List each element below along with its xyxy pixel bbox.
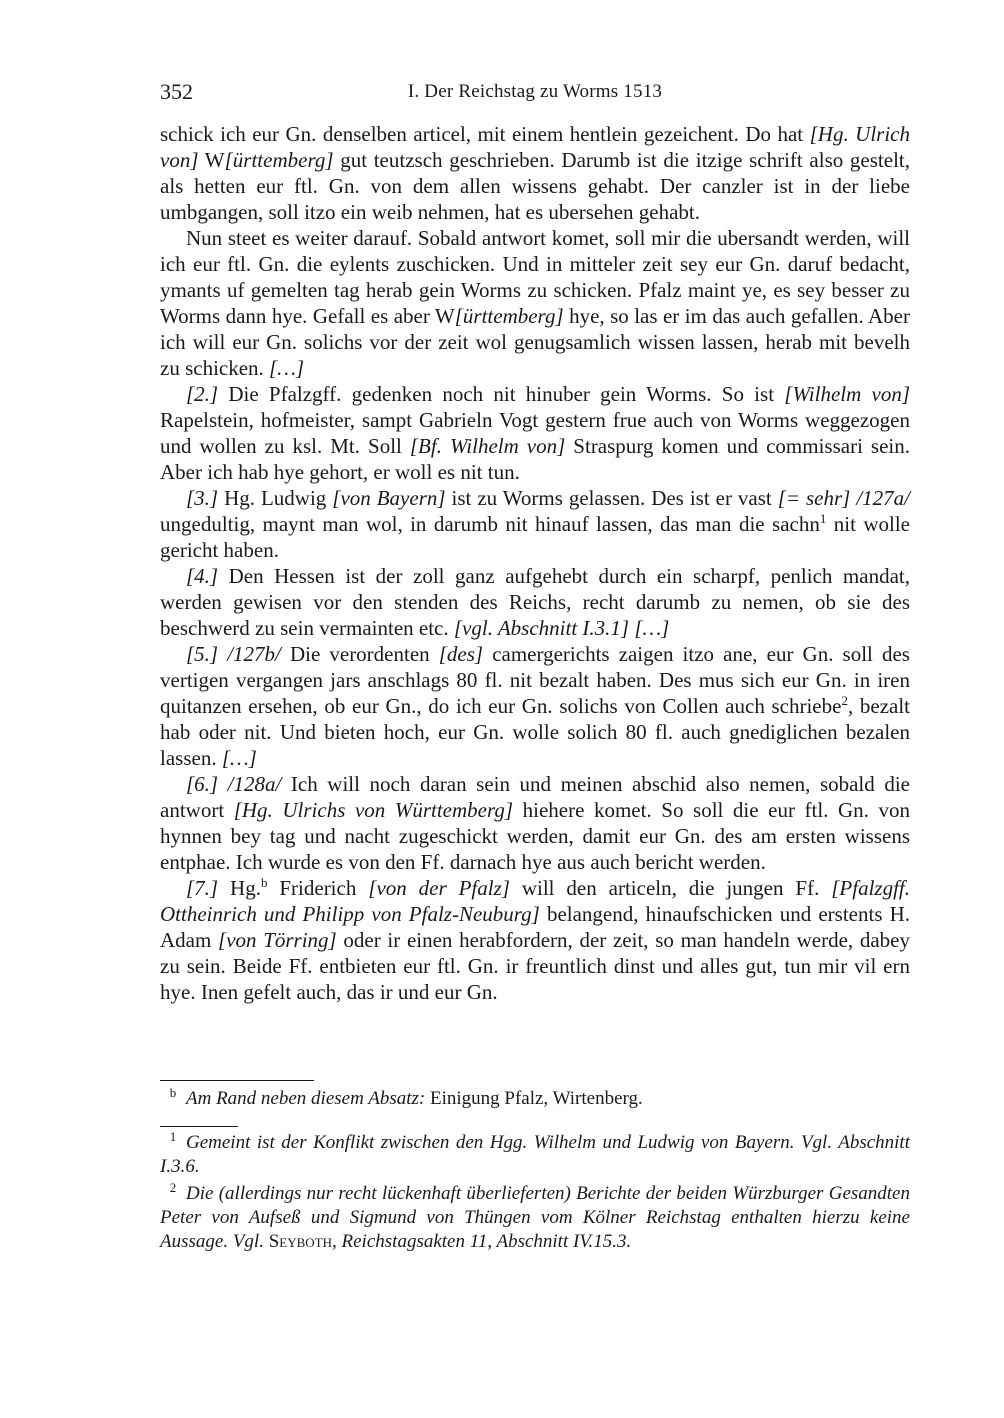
section-number: [5.] /127b/ bbox=[186, 642, 281, 666]
footnote-ref[interactable]: 1 bbox=[819, 511, 827, 526]
editorial-insertion: [ürttemberg] bbox=[224, 148, 334, 172]
section-number: [4.] bbox=[186, 564, 219, 588]
omission-mark: […] bbox=[221, 746, 257, 770]
text-span: Straspurg komen und commissari sein. Aber ich hab hye gehort, er woll es nit tun. bbox=[160, 434, 910, 484]
footnotes bbox=[160, 1128, 910, 1257]
page-header bbox=[160, 79, 910, 109]
text-span: , bezalt hab oder nit. Und bieten hoch, eur Gn. wolle solich 80 fl. auch gnediglichen bezalen lassen. bbox=[160, 694, 910, 770]
text-span: nit wolle gericht haben. bbox=[160, 512, 910, 562]
section-number: [6.] /128a/ bbox=[186, 772, 282, 796]
footnote-2: $^2$ Die (allerdings nur recht lückenhaft überlieferten) Berichte der beiden Würzburger Gesandten Peter von Aufseß und Sigmund von Thüngen vom Kölner Reichstag enthalten hierzu keine Aussage. Vgl. Seyboth, Reichstagsakten 11, Abschnitt IV.15.3. bbox=[160, 1179, 910, 1252]
text-span: camergerichts zaigen itzo ane, eur Gn. soll des vertigen vergangen jars anschlags 80 fl. nit bezalt haben. Des mus sich eur Gn. in iren quitanzen ersehen, ob eur Gn., do ich eur Gn. solichs von Collen auch schriebe bbox=[160, 642, 910, 718]
text-span: W bbox=[198, 148, 225, 172]
note-text: Einigung Pfalz, Wirtenberg. bbox=[425, 1088, 643, 1109]
section-number: [3.] bbox=[186, 486, 219, 510]
editorial-insertion: [von Törring] bbox=[218, 928, 337, 952]
running-title: I. Der Reichstag zu Worms 1513 bbox=[407, 81, 663, 102]
paragraph-1 bbox=[160, 225, 910, 381]
editorial-insertion: [von der Pfalz] bbox=[368, 876, 510, 900]
main-text bbox=[160, 121, 910, 1005]
text-span: will den articeln, die jungen Ff. bbox=[509, 876, 832, 900]
text-span: Den Hessen ist der zoll ganz aufgehebt durch ein scharpf, penlich mandat, werden gewisen vor den stenden des Reichs, recht darumb zu nemen, ob sie des beschwerd zu sein vermainten etc. bbox=[160, 564, 910, 640]
text-span: Die Pfalzgff. gedenken noch nit hinuber gein Worms. So ist bbox=[218, 382, 785, 406]
note-text: , Reichstagsakten 11, Abschnitt IV.15.3. bbox=[332, 1231, 632, 1252]
text-span: hiehere komet. So soll die eur ftl. Gn. von hynnen bey tag und nacht zugeschickt werden, damit eur Gn. des am ersten wissens entphae. Ich wurde es von den Ff. darnach hye aus auch bericht werden. bbox=[160, 798, 910, 874]
footnote-1: $^1$ Gemeint ist der Konflikt zwischen den Hgg. Wilhelm und Ludwig von Bayern. Vgl. Abschnitt I.3.6. bbox=[160, 1128, 910, 1177]
text-span: oder ir einen herabfordern, der zeit, so man handeln werde, dabey zu sein. Beide Ff. entbieten eur ftl. Gn. ir freuntlich dinst und alles gut, tun mir vil ern hye. Inen gefelt auch, das ir und eur Gn. bbox=[160, 928, 910, 1004]
text-span: ist zu Worms gelassen. Des ist er vast bbox=[445, 486, 778, 510]
text-span: schick ich eur Gn. denselben articel, mit einem hentlein gezeichent. Do hat bbox=[160, 122, 810, 146]
text-span: Ich will noch daran sein und meinen abschid also nemen, sobald die antwort bbox=[160, 772, 910, 822]
page-number: 352 bbox=[160, 79, 193, 104]
text-span: Friderich bbox=[267, 876, 369, 900]
text-span: Die verordenten bbox=[280, 642, 439, 666]
editorial-insertion: [vgl. Abschnitt I.3.1] […] bbox=[453, 616, 670, 640]
section-number: [7.] bbox=[186, 876, 219, 900]
editorial-insertion: [Hg. Ulrichs von Württemberg] bbox=[233, 798, 514, 822]
apparatus-note-b: $^b$ Am Rand neben diesem Absatz: Einigung Pfalz, Wirtenberg. bbox=[169, 1084, 643, 1109]
paragraph-5 bbox=[160, 641, 910, 771]
text-span: gut teutzsch geschrieben. Darumb ist die itzige schrift also gestelt, als hetten eur ftl. Gn. von dem allen wissens gehabt. Der canzler ist in der liebe umbgangen, soll itzo ein weib nehmen, hat es ubersehen gehabt. bbox=[160, 148, 910, 224]
editorial-insertion: [= sehr] bbox=[777, 486, 851, 510]
paragraph-6 bbox=[160, 771, 910, 875]
paragraph-4 bbox=[160, 563, 910, 641]
text-span: hye, so las er im das auch gefallen. Aber ich will eur Gn. solichs vor der zeit wol genugsamlich wissen lassen, herab mit bevelh zu schicken. bbox=[160, 304, 910, 380]
text-span: Rapelstein, hofmeister, sampt Gabrieln Vogt gestern frue auch von Worms weggezogen und wollen zu ksl. Mt. Soll bbox=[160, 408, 910, 458]
text-span: Hg. bbox=[218, 876, 261, 900]
note-text: Gemeint ist der Konflikt zwischen den Hgg. Wilhelm und Ludwig von Bayern. Vgl. Abschnitt I.3.6. bbox=[160, 1132, 910, 1177]
folio-marker: /127a/ bbox=[856, 486, 910, 510]
note-text: Die (allerdings nur recht lückenhaft überlieferten) Berichte der beiden Würzburger Gesandten Peter von Aufseß und Sigmund von Thüngen vom Kölner Reichstag enthalten hierzu keine Aussage. Vgl. bbox=[160, 1183, 910, 1252]
apparatus-ref[interactable]: b bbox=[260, 875, 268, 890]
editorial-insertion: [des] bbox=[438, 642, 484, 666]
footnote-divider bbox=[160, 1126, 238, 1127]
author-name: Seyboth bbox=[268, 1231, 333, 1252]
editorial-insertion: [Hg. Ulrich von] bbox=[160, 122, 911, 172]
paragraph-continuation bbox=[160, 121, 910, 225]
apparatus-divider bbox=[160, 1080, 314, 1081]
text-span: Nun steet es weiter darauf. Sobald antwort komet, soll mir die ubersandt werden, will ich eur ftl. Gn. die eylents zuschicken. Und in mitteler zeit sey eur Gn. daruf bedacht, ymants uf gemelten tag herab gein Worms zu schicken. Pfalz maint ye, es sey besser zu Worms dann hye. Gefall es aber W bbox=[160, 226, 910, 328]
paragraph-7 bbox=[160, 875, 910, 1005]
text-span: Hg. Ludwig bbox=[218, 486, 333, 510]
editorial-insertion: [Bf. Wilhelm von] bbox=[409, 434, 566, 458]
editorial-insertion: [Wilhelm von] bbox=[784, 382, 910, 406]
text-span: belangend, hinaufschicken und erstents H. Adam bbox=[160, 902, 910, 952]
paragraph-2 bbox=[160, 381, 910, 485]
omission-mark: […] bbox=[269, 356, 305, 380]
text-span: ungedultig, maynt man wol, in darumb nit hinauf lassen, das man die sachn bbox=[160, 512, 820, 536]
paragraph-3 bbox=[160, 485, 910, 563]
editorial-insertion: [Pfalzgff. Ottheinrich und Philipp von Pfalz-Neuburg] bbox=[160, 876, 911, 926]
section-number: [2.] bbox=[186, 382, 219, 406]
note-italic: Am Rand neben diesem Absatz: bbox=[186, 1088, 426, 1109]
footnote-ref[interactable]: 2 bbox=[841, 693, 848, 708]
editorial-insertion: [ürttemberg] bbox=[454, 304, 564, 328]
editorial-insertion: [von Bayern] bbox=[332, 486, 446, 510]
